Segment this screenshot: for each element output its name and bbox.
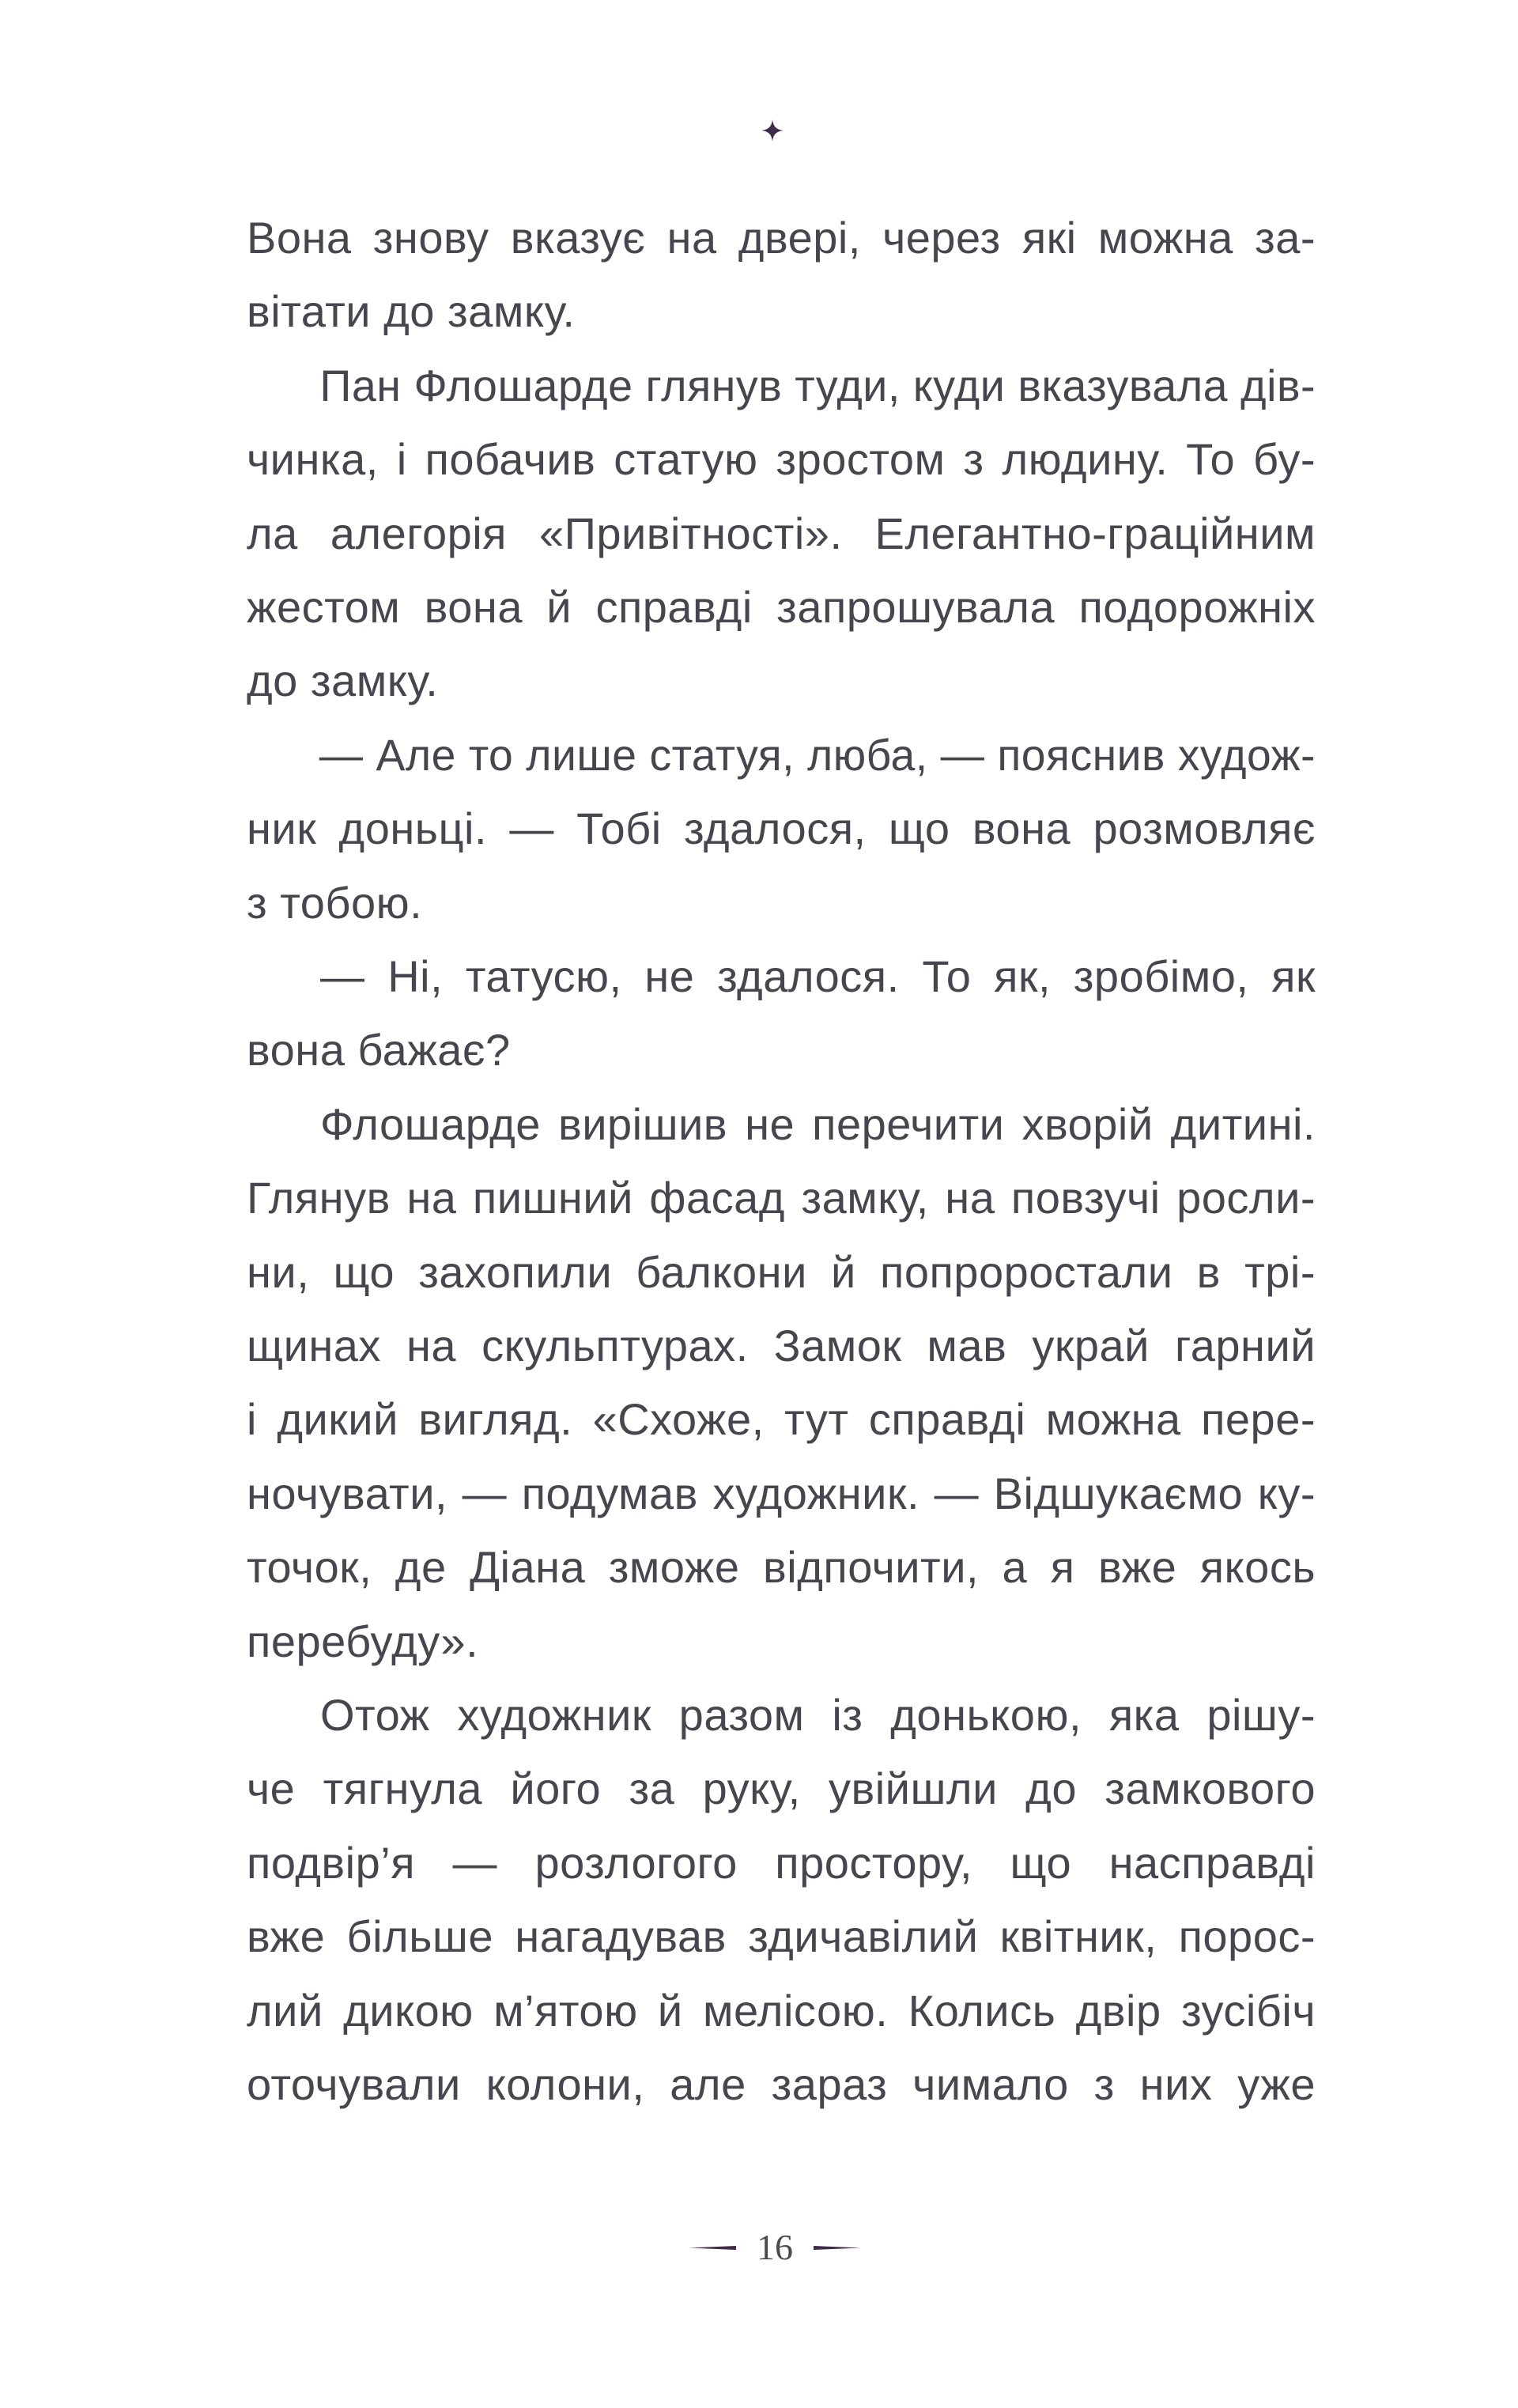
text-line: Вона знову вказує на двері, через які можна за- [247,213,1316,263]
text-line: вітати до замку. [247,286,576,336]
text-line: вже більше нагадував здичавілий квітник, порос- [247,1911,1316,1961]
text-line: Пан Флошарде глянув туди, куди вказувала дів- [319,361,1316,410]
text-line: до замку. [247,656,439,705]
page-number: 16 [757,2227,793,2267]
text-line: перебуду». [247,1616,479,1666]
text-line: оточували колони, але зараз чимало з них уже [247,2059,1316,2109]
text-line: Глянув на пишний фасад замку, на повзучі росли- [247,1173,1316,1223]
text-line: і дикий вигляд. «Схоже, тут справді можна пере- [247,1394,1316,1444]
text-line: з тобою. [247,878,423,928]
page-number-footer [680,2224,870,2271]
text-line: ни, що захопили балкони й попроростали в трі- [247,1247,1316,1297]
text-line: ночувати, — подумав художник. — Відшукаємо ку- [247,1469,1316,1518]
text-line: ник доньці. — Тобі здалося, що вона розмовляє [247,803,1316,853]
text-line: щинах на скульптурах. Замок мав украй гарний [247,1321,1316,1370]
text-line: ла алегорія «Привітності». Елегантно-граційним [247,508,1316,558]
text-line: лий дикою м’ятою й мелісою. Колись двір зусібіч [247,1986,1316,2036]
text-line: — Але то лише статуя, люба, — пояснив худож- [319,730,1316,780]
text-line: жестом вона й справді запрошувала подорожніх [247,582,1316,632]
text-line: подвір’я — розлогого простору, що насправді [247,1838,1316,1888]
left-ornament-dash [689,2246,736,2250]
text-line: че тягнула його за руку, увійшли до замкового [247,1763,1316,1813]
right-ornament-dash [814,2246,861,2250]
text-line: Флошарде вирішив не перечити хворій дитині. [320,1099,1316,1149]
text-line: точок, де Діана зможе відпочити, а я вже якось [247,1542,1316,1592]
text-line: — Ні, татусю, не здалося. То як, зробімо, як [320,951,1316,1001]
four-point-star-icon [761,119,784,142]
text-line: чинка, і побачив статую зростом з людину. То бу- [247,434,1316,484]
text-line: Отож художник разом із донькою, яка рішу- [320,1690,1316,1740]
text-line: вона бажає? [247,1025,511,1075]
